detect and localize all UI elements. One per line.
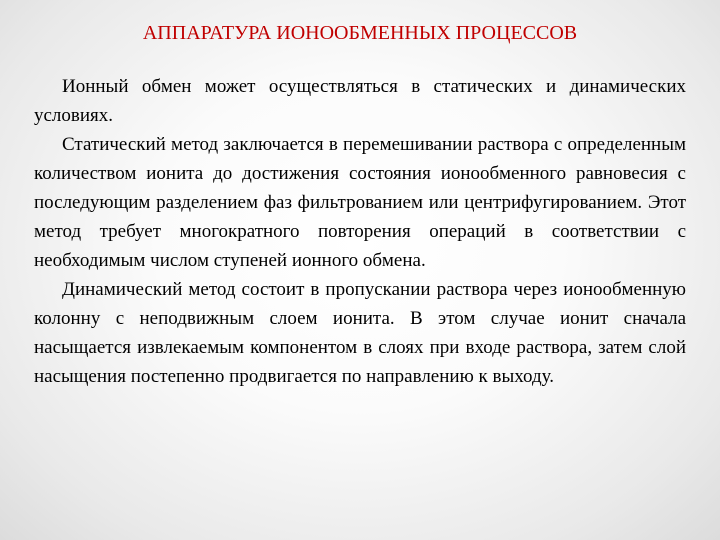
paragraph-ion-exchange-intro: Ионный обмен может осуществляться в статических и динамических условиях. bbox=[34, 76, 686, 126]
slide-body bbox=[34, 72, 686, 391]
paragraph-dynamic-method: Динамический метод состоит в пропускании раствора через ионообменную колонну с неподвижным слоем ионита. В этом случае ионит сначала насыщается извлекаемым компонентом в слоях при входе раствора, затем слой насыщения постепенно продвигается по направлению к выходу. bbox=[34, 279, 686, 387]
slide-title: АППАРАТУРА ИОНООБМЕННЫХ ПРОЦЕССОВ bbox=[142, 22, 578, 44]
paragraph-static-method: Статический метод заключается в перемешивании раствора с определенным количеством ионита до достижения состояния ионообменного равновесия с последующим разделением фаз фильтрованием или центрифугированием. Этот метод требует многократного повторения операций в соответствии с необходимым числом ступеней ионного обмена. bbox=[34, 134, 686, 271]
